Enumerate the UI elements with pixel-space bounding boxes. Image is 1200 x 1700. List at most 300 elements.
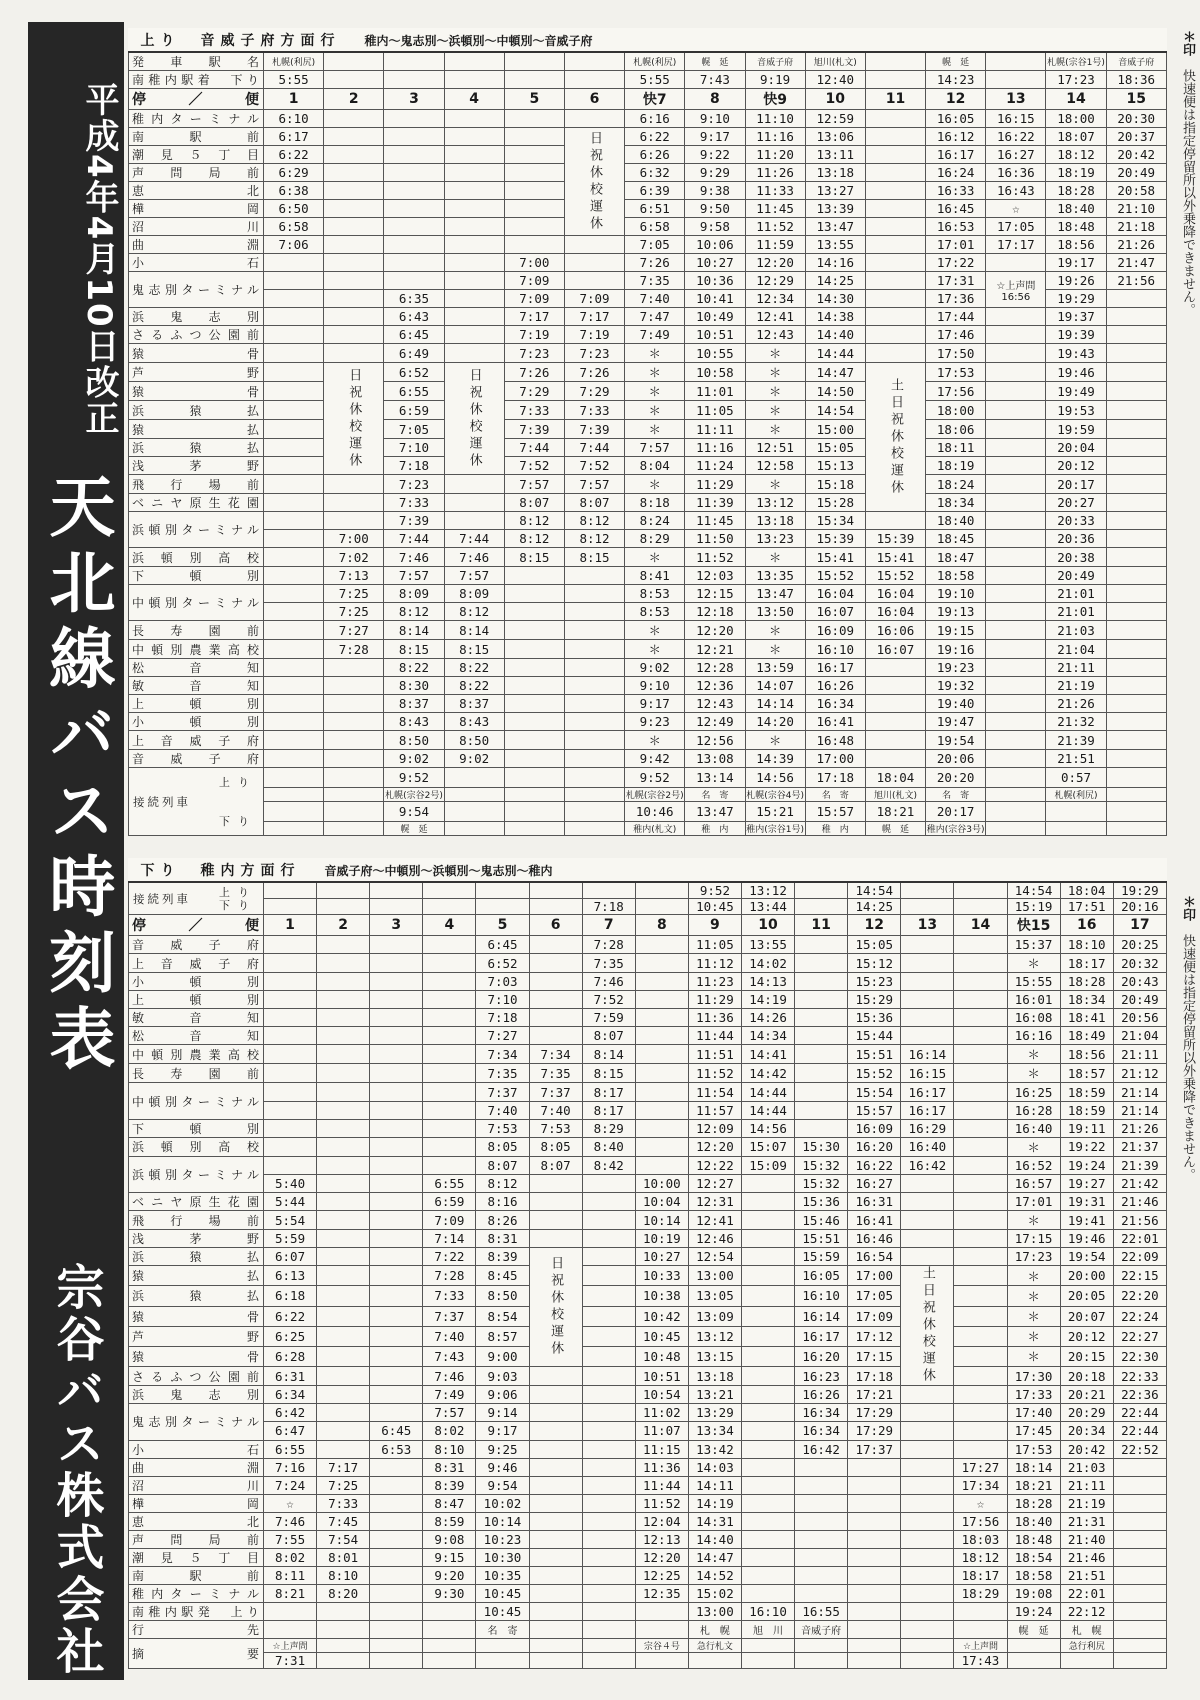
time-cell: 12:03 [685,567,745,585]
time-cell [444,344,504,363]
time-cell: 6:45 [476,936,529,954]
stop-name [129,1027,264,1045]
connection-cell [901,882,954,899]
stop-name [129,567,264,585]
time-cell: 18:40 [1046,200,1106,218]
time-cell: 15:52 [805,567,865,585]
time-cell: 7:00 [504,254,564,272]
time-cell: 7:09 [504,272,564,290]
time-cell: 8:20 [317,1585,370,1603]
time-cell [384,254,444,272]
time-cell [529,1230,582,1248]
time-cell: 21:56 [1106,272,1166,290]
stop-name [129,326,264,344]
time-cell [423,1027,476,1045]
time-cell [317,1137,370,1156]
remark-cell: ☆上声問 [954,1639,1007,1653]
time-cell: 7:46 [423,1367,476,1386]
connection-cell [564,768,624,788]
time-cell: 8:40 [582,1137,635,1156]
time-cell [741,1440,794,1458]
time-cell [1106,420,1166,439]
time-cell: 12:20 [688,1137,741,1156]
time-cell: 9:58 [685,218,745,236]
time-cell: ＊ [1007,1306,1060,1326]
time-cell: 18:59 [1060,1101,1113,1119]
time-cell [444,182,504,200]
time-cell: 8:21 [264,1585,317,1603]
time-cell [795,991,848,1009]
connection-cell: 9:52 [384,768,444,788]
time-cell [370,1585,423,1603]
time-cell: 18:11 [926,439,986,457]
stop-name-text: 浜 猿 払 [132,441,260,455]
time-cell: 20:37 [1106,128,1166,146]
time-cell: 16:57 [1007,1174,1060,1192]
stop-name [129,200,264,218]
time-cell [504,236,564,254]
time-cell: 7:28 [423,1266,476,1286]
time-cell [324,290,384,308]
stop-name [129,439,264,457]
route-title: 稚内～鬼志別～浜頓別～中頓別～音威子府 [364,33,593,48]
time-cell: 7:33 [317,1494,370,1512]
direction-title: 下り 稚内方面行 [140,862,301,879]
note-mark: ＊印 [1180,895,1195,921]
remark-cell [370,1639,423,1653]
time-cell: 7:13 [324,567,384,585]
stop-row [129,713,1167,731]
time-cell: 15:32 [795,1174,848,1192]
time-cell: 8:01 [317,1549,370,1567]
stop-name [129,1512,264,1530]
time-cell: 20:36 [1046,530,1106,548]
remark-time [423,1653,476,1669]
connection-cell: 10:46 [625,802,685,822]
time-cell: 10:36 [685,272,745,290]
time-cell: 18:00 [926,401,986,420]
connection-cell: 19:29 [1113,882,1166,899]
time-cell [848,1512,901,1530]
time-cell: 8:37 [384,695,444,713]
time-cell: 7:39 [504,420,564,439]
time-cell [582,1458,635,1476]
time-cell [317,1211,370,1230]
time-cell [504,621,564,640]
stop-name-text: 稚内ターミナル [132,112,260,126]
time-cell: 16:22 [848,1156,901,1174]
stop-row [129,991,1167,1009]
time-cell [264,731,324,750]
time-cell [635,1101,688,1119]
time-cell [986,494,1046,512]
time-cell [901,1386,954,1404]
remark-time [1007,1653,1060,1669]
time-cell [865,512,925,530]
time-cell [1113,1494,1166,1512]
time-cell: 8:39 [476,1248,529,1266]
time-cell: 11:52 [745,218,805,236]
remark-row [129,1653,1167,1669]
time-cell: 11:50 [685,530,745,548]
time-cell [504,695,564,713]
time-cell: 16:20 [848,1137,901,1156]
run-number: 14 [954,915,1007,936]
time-cell: 8:15 [564,548,624,567]
connection-cell: 17:18 [805,768,865,788]
time-cell: 9:14 [476,1404,529,1422]
time-cell [370,973,423,991]
time-cell: 12:21 [685,640,745,659]
stop-name [129,1306,264,1326]
time-cell: 13:55 [741,936,794,954]
time-cell: ☆ [954,1494,1007,1512]
time-cell [901,1248,954,1266]
time-cell: 17:23 [1007,1248,1060,1266]
time-cell [317,1064,370,1083]
connection-cell [476,882,529,899]
stop-row [129,164,1167,182]
time-cell: 13:23 [745,530,805,548]
time-cell: 18:41 [1060,1009,1113,1027]
connection-cell [564,822,624,836]
time-cell: 9:50 [685,200,745,218]
time-cell: 8:12 [444,603,504,621]
time-cell: 15:39 [865,530,925,548]
time-cell [986,308,1046,326]
time-cell: 10:02 [476,1494,529,1512]
connection-cell [1046,822,1106,836]
time-cell: 12:41 [745,308,805,326]
time-cell: 22:30 [1113,1346,1166,1366]
connection-cell [954,899,1007,915]
time-cell [582,1306,635,1326]
connection-cell: 名 寄 [805,788,865,802]
time-cell [1106,677,1166,695]
remark-time [529,1653,582,1669]
time-cell: 12:34 [745,290,805,308]
time-cell: 6:47 [264,1422,317,1440]
connection-cell [504,802,564,822]
time-cell: 7:26 [625,254,685,272]
stop-row [129,512,1167,530]
time-cell: 18:58 [1007,1567,1060,1585]
stop-name [129,1045,264,1064]
time-cell [264,439,324,457]
time-cell: 19:22 [1060,1137,1113,1156]
time-cell [986,475,1046,494]
time-cell [324,695,384,713]
time-cell [317,1422,370,1440]
time-cell: 19:43 [1046,344,1106,363]
remark-time [317,1653,370,1669]
time-cell [865,128,925,146]
time-cell: 17:34 [954,1476,1007,1494]
time-cell [954,1404,1007,1422]
time-cell: 11:36 [688,1009,741,1027]
time-cell: 10:14 [476,1512,529,1530]
time-cell [1106,659,1166,677]
time-cell: 6:55 [264,1440,317,1458]
time-cell [423,936,476,954]
connection-cell [582,882,635,899]
departure-time [582,1603,635,1621]
time-cell: 19:39 [1046,326,1106,344]
time-cell [901,1530,954,1548]
revision-date: 平成4年4月10日改正 [79,82,119,437]
time-cell: 7:35 [476,1064,529,1083]
time-cell [901,1027,954,1045]
time-cell [264,382,324,401]
stop-row [129,382,1167,401]
time-cell: 21:19 [1046,677,1106,695]
time-cell: 16:15 [901,1064,954,1083]
time-cell [444,200,504,218]
time-cell: 16:14 [901,1045,954,1064]
time-cell: 10:51 [635,1367,688,1386]
time-cell: 9:17 [476,1422,529,1440]
time-cell: 13:11 [805,146,865,164]
time-cell [1106,530,1166,548]
time-cell: 20:49 [1046,567,1106,585]
time-cell: 20:25 [1113,936,1166,954]
connection-cell: 20:16 [1113,899,1166,915]
time-cell: 11:57 [688,1101,741,1119]
time-cell: 21:04 [1046,640,1106,659]
stop-name [129,621,264,640]
time-cell [264,640,324,659]
time-cell: 11:15 [635,1440,688,1458]
time-cell [529,1211,582,1230]
time-cell: 9:02 [384,750,444,768]
time-cell: 7:53 [529,1119,582,1137]
time-cell [384,182,444,200]
stop-name-text: 上 頓 別 [132,697,260,711]
time-cell [865,308,925,326]
stop-name [129,1156,264,1192]
time-cell [954,1137,1007,1156]
time-cell: 14:52 [688,1567,741,1585]
time-cell [370,1083,423,1101]
time-cell: 16:12 [926,128,986,146]
stop-row [129,1101,1167,1119]
time-cell: 19:10 [926,585,986,603]
time-cell [954,1064,1007,1083]
time-cell [504,677,564,695]
time-cell: 6:34 [264,1386,317,1404]
time-cell: 6:59 [423,1192,476,1210]
time-cell: 11:02 [635,1404,688,1422]
time-cell: 9:42 [625,750,685,768]
time-cell [1106,494,1166,512]
stop-name-text: 中頓別農業高校 [132,1047,260,1062]
time-cell: 7:33 [504,401,564,420]
time-cell [901,936,954,954]
time-cell [1106,621,1166,640]
no-service-note: 日祝休校運休 [324,363,384,475]
departure-time [317,1603,370,1621]
remark-time [795,1653,848,1669]
time-cell: 14:44 [741,1083,794,1101]
time-cell [865,182,925,200]
time-cell [901,1192,954,1210]
time-cell [504,200,564,218]
stop-name-text: 猿 骨 [132,1349,260,1364]
time-cell: 19:11 [1060,1119,1113,1137]
stop-name [129,548,264,567]
time-cell: 18:48 [1046,218,1106,236]
time-cell: 14:03 [688,1458,741,1476]
time-cell: 15:51 [848,1045,901,1064]
time-cell [954,973,1007,991]
time-cell: ☆ [264,1494,317,1512]
time-cell: 17:56 [954,1512,1007,1530]
stop-name-text: 浜 鬼 志 別 [132,310,260,324]
time-cell: 7:05 [384,420,444,439]
time-cell [635,991,688,1009]
time-cell: ＊ [1007,1266,1060,1286]
stop-name-text: 浜 猿 払 [132,1289,260,1304]
departure-time [423,1603,476,1621]
time-cell: ＊ [1007,1137,1060,1156]
time-cell: 21:42 [1113,1174,1166,1192]
stop-row [129,1476,1167,1494]
time-cell: 19:59 [1046,420,1106,439]
time-cell [504,659,564,677]
time-cell [423,954,476,973]
time-cell: 10:04 [635,1192,688,1210]
time-cell: 18:54 [1007,1549,1060,1567]
time-cell: 8:43 [384,713,444,731]
destination-cell [848,1621,901,1639]
run-number: 3 [384,89,444,110]
time-cell [264,1083,317,1101]
time-cell: 8:07 [504,494,564,512]
time-cell: 16:17 [926,146,986,164]
stop-name [129,713,264,731]
time-cell: 18:58 [926,567,986,585]
time-cell [1113,1530,1166,1548]
connection-label-text: 接続列車 [133,891,191,906]
time-cell: 19:24 [1060,1156,1113,1174]
time-cell [954,1248,1007,1266]
time-cell [564,750,624,768]
connection-cell: 札幌(利尻) [1046,788,1106,802]
time-cell: 21:51 [1046,750,1106,768]
time-cell: 20:04 [1046,439,1106,457]
stop-row [129,1286,1167,1306]
time-cell: 16:43 [986,182,1046,200]
time-cell [582,1585,635,1603]
time-cell: 9:06 [476,1386,529,1404]
time-cell [317,1367,370,1386]
time-cell: 17:29 [848,1404,901,1422]
origin-cell: 音威子府 [745,52,805,71]
time-cell: 21:14 [1113,1101,1166,1119]
stop-name-text: 沼 川 [132,1478,260,1493]
time-cell: 11:39 [685,494,745,512]
time-cell: 17:30 [1007,1367,1060,1386]
arrival-cell: 12:40 [805,71,865,89]
time-cell [370,1549,423,1567]
time-cell [324,731,384,750]
time-cell: 8:12 [504,530,564,548]
time-cell: 14:41 [741,1045,794,1064]
time-cell: 20:42 [1106,146,1166,164]
time-cell [795,1512,848,1530]
time-cell [582,1286,635,1306]
time-cell: 16:26 [805,677,865,695]
time-cell [741,1585,794,1603]
time-cell: 10:55 [685,344,745,363]
time-cell: 14:56 [741,1119,794,1137]
stop-name [129,1530,264,1548]
time-cell: 12:54 [688,1248,741,1266]
stop-name [129,1192,264,1210]
time-cell: 18:28 [1060,973,1113,991]
time-cell: 6:07 [264,1248,317,1266]
run-number: 7 [582,915,635,936]
time-cell: 21:26 [1113,1119,1166,1137]
time-cell [317,1174,370,1192]
time-cell: 18:47 [926,548,986,567]
time-cell [529,1585,582,1603]
stop-name [129,401,264,420]
time-cell: ＊ [1007,1346,1060,1366]
time-cell [741,1422,794,1440]
direction-title: 上り 音威子府方面行 [140,32,341,49]
stop-name-text: 南 駅 前 [132,130,260,144]
stop-row [129,401,1167,420]
stop-name [129,475,264,494]
time-cell [901,1174,954,1192]
connection-cell: 札幌(宗谷2号) [384,788,444,802]
time-cell: 18:17 [954,1567,1007,1585]
run-number: 10 [805,89,865,110]
time-cell [370,1458,423,1476]
time-cell: 16:27 [848,1174,901,1192]
stop-name [129,164,264,182]
arrival-cell: 14:23 [926,71,986,89]
time-cell: 16:36 [986,164,1046,182]
stop-name-text: 樺 岡 [132,202,260,216]
run-number: 9 [688,915,741,936]
time-cell: 6:59 [384,401,444,420]
time-cell: 7:57 [444,567,504,585]
time-cell [564,677,624,695]
time-cell: 6:22 [264,1306,317,1326]
stop-name-text: 音 威 子 府 [132,752,260,766]
destination-row [129,1621,1167,1639]
time-cell [529,1174,582,1192]
stop-row [129,1027,1167,1045]
time-cell: 19:17 [1046,254,1106,272]
time-cell: 8:53 [625,603,685,621]
stop-name [129,128,264,146]
time-cell [741,1286,794,1306]
stop-name-text: 中頓別ターミナル [132,1094,260,1109]
time-cell: 16:28 [1007,1101,1060,1119]
time-cell [1106,457,1166,475]
time-cell [564,640,624,659]
time-cell: 16:17 [901,1101,954,1119]
time-cell [504,218,564,236]
time-cell: ＊ [745,548,805,567]
stop-row [129,1346,1167,1366]
stop-row [129,1404,1167,1422]
time-cell: 11:11 [685,420,745,439]
time-cell: 13:05 [688,1286,741,1306]
